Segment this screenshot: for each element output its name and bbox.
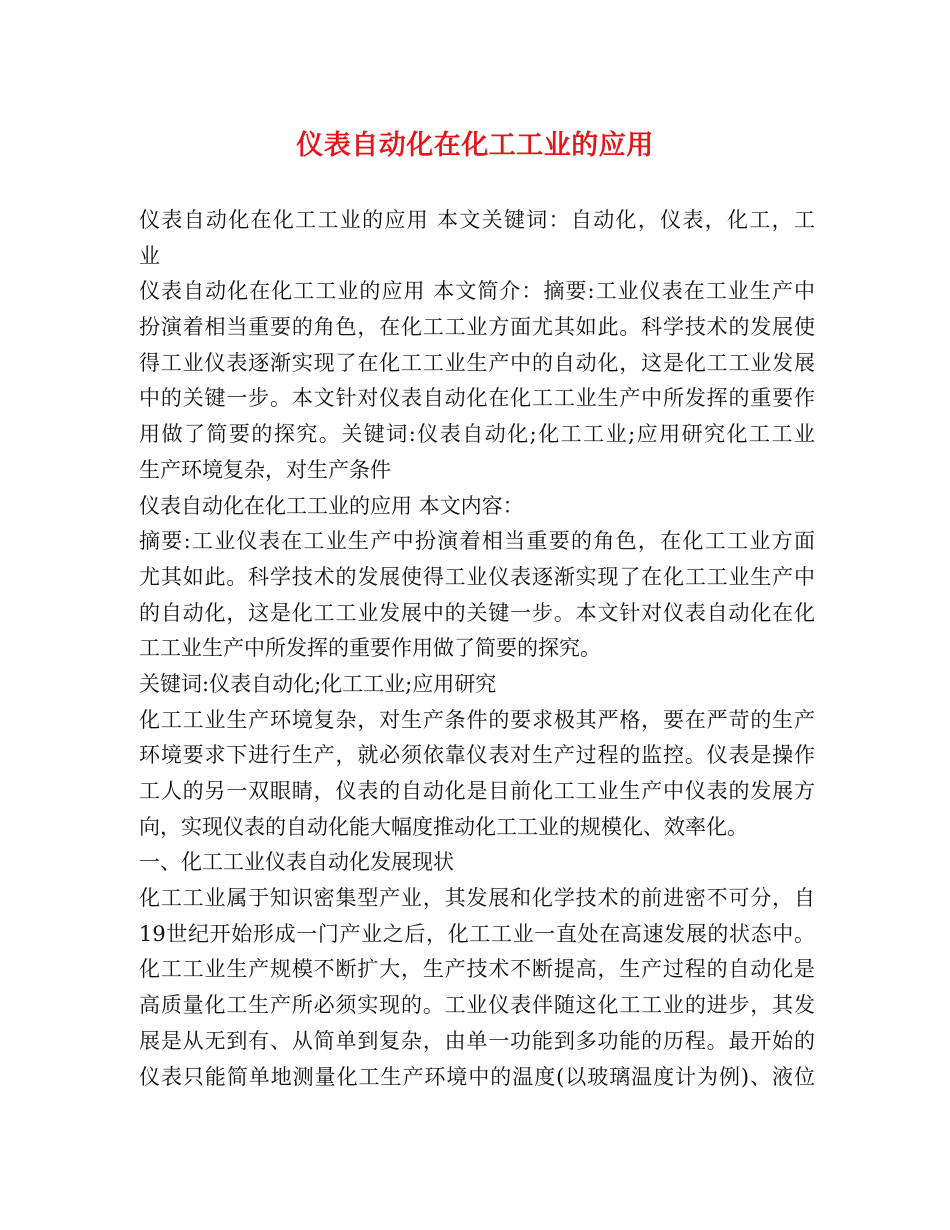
text-line: 业 <box>139 243 160 268</box>
text-line: 向，实现仪表的自动化能大幅度推动化工工业的规模化、效率化。 <box>139 814 748 839</box>
text-line: 环境要求下进行生产，就必须依靠仪表对生产过程的监控。仪表是操作 <box>139 743 815 768</box>
text-line: 仪表自动化在化工工业的应用 本文关键词：自动化，仪表，化工，工 <box>139 208 815 232</box>
text-line: 化工工业生产规模不断扩大，生产技术不断提高，生产过程的自动化是 <box>139 957 815 982</box>
text-line: 生产环境复杂，对生产条件 <box>139 457 391 482</box>
document-title: 仪表自动化在化工工业的应用 <box>296 130 654 161</box>
text-line: 摘要:工业仪表在工业生产中扮演着相当重要的角色，在化工工业方面 <box>139 529 815 554</box>
document-body <box>139 203 815 1095</box>
text-line: 19世纪开始形成一门产业之后，化工工业一直处在高速发展的状态中。 <box>139 921 815 946</box>
text-line: 工工业生产中所发挥的重要作用做了简要的探究。 <box>139 636 601 661</box>
text-line: 的自动化，这是化工工业发展中的关键一步。本文针对仪表自动化在化 <box>139 600 815 625</box>
text-line: 化工工业生产环境复杂，对生产条件的要求极其严格，要在严苛的生产 <box>139 707 815 732</box>
text-line: 关键词:仪表自动化;化工工业;应用研究 <box>139 671 497 696</box>
text-line: 扮演着相当重要的角色，在化工工业方面尤其如此。科学技术的发展使 <box>139 315 815 340</box>
text-line: 工人的另一双眼睛，仪表的自动化是目前化工工业生产中仪表的发展方 <box>139 779 815 803</box>
text-line: 一、化工工业仪表自动化发展现状 <box>139 850 454 875</box>
text-line: 用做了简要的探究。关键词:仪表自动化;化工工业;应用研究化工工业 <box>139 422 815 447</box>
text-line: 化工工业属于知识密集型产业，其发展和化学技术的前进密不可分，自 <box>139 886 815 911</box>
text-line: 中的关键一步。本文针对仪表自动化在化工工业生产中所发挥的重要作 <box>139 386 815 411</box>
text-line: 仪表只能简单地测量化工生产环境中的温度(以玻璃温度计为例)、液位 <box>139 1064 815 1089</box>
text-line: 仪表自动化在化工工业的应用 本文内容： <box>139 493 524 518</box>
text-line: 得工业仪表逐渐实现了在化工工业生产中的自动化，这是化工工业发展 <box>139 350 815 375</box>
text-line: 高质量化工生产所必须实现的。工业仪表伴随这化工工业的进步，其发 <box>139 993 815 1018</box>
text-line: 尤其如此。科学技术的发展使得工业仪表逐渐实现了在化工工业生产中 <box>139 564 815 589</box>
text-line: 展是从无到有、从简单到复杂，由单一功能到多功能的历程。最开始的 <box>139 1028 815 1053</box>
text-line: 仪表自动化在化工工业的应用 本文简介：摘要:工业仪表在工业生产中 <box>139 279 815 304</box>
